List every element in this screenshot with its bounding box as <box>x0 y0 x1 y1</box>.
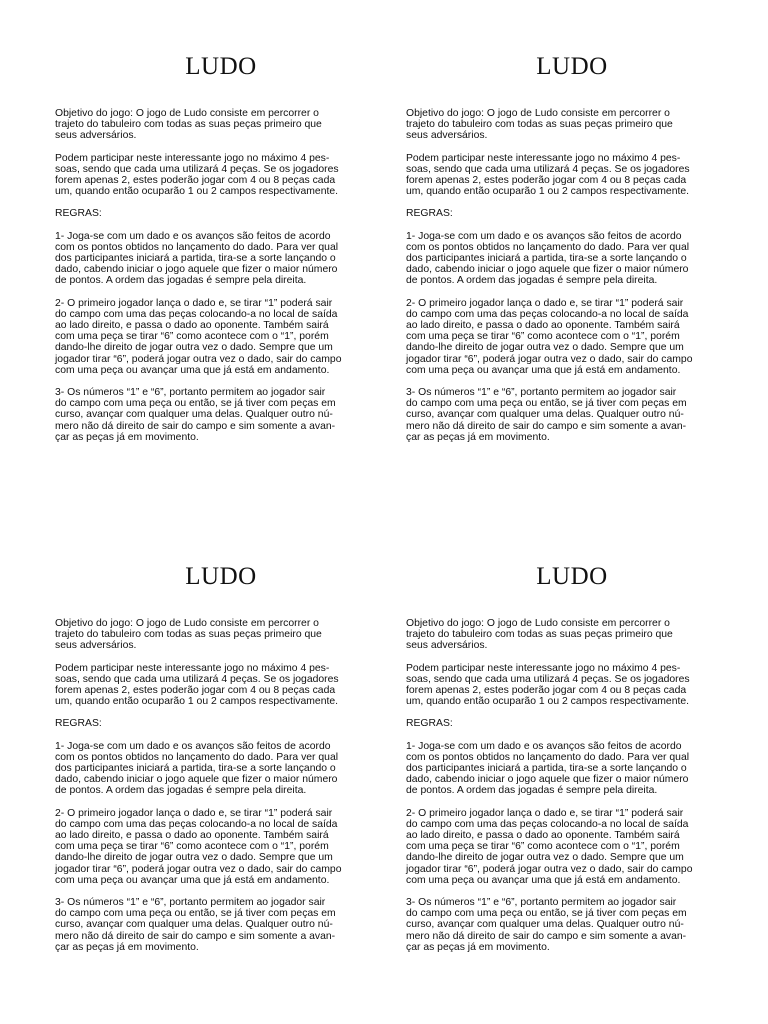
objective-paragraph: Objetivo do jogo: O jogo de Ludo consiste em percorrer o trajeto do tabuleiro com todas as suas peças primeiro que seus adversários. <box>406 108 673 142</box>
rules-heading: REGRAS: <box>55 208 102 220</box>
rule-2-paragraph: 2- O primeiro jogador lança o dado e, se tirar “1” poderá sair do campo com uma das peças colocando-a no local de saída ao lado direito, e passa o dado ao oponente. Também sairá com uma peça se tirar “6” como acontece com o “1”, porém dando-lhe direito de jogar outra vez o dado. Sempre que um jogador tirar “6”, poderá jogar outra vez o dado, sair do campo com uma peça ou avançar uma que já está em andamento. <box>55 807 342 886</box>
rule-1-paragraph: 1- Joga-se com um dado e os avanços são feitos de acordo com os pontos obtidos no lançamento do dado. Para ver qual dos participantes iniciará a partida, tira-se a sorte lançando o dado, cabendo iniciar o jogo aquele que fizer o maior número de pontos. A ordem das jogadas é sempre pela direita. <box>406 230 690 287</box>
rule-3-paragraph: 3- Os números “1” e “6”, portanto permitem ao jogador sair do campo com uma peça ou então, se já tiver com peças em curso, avançar com qualquer uma delas. Qualquer outro nú- mero não dá direito de sair do campo e sim somente a avan- çar as peças já em movimento. <box>406 387 687 443</box>
participants-paragraph: Podem participar neste interessante jogo no máximo 4 pes- soas, sendo que cada uma utilizará 4 peças. Se os jogadores forem apenas 2, estes poderão jogar com 4 ou 8 peças cada um, quando então ocuparão 1 ou 2 campos respectivamente. <box>55 662 339 708</box>
card-title: LUDO <box>536 53 608 80</box>
rule-2-paragraph: 2- O primeiro jogador lança o dado e, se tirar “1” poderá sair do campo com uma das peças colocando-a no local de saída ao lado direito, e passa o dado ao oponente. Também sairá com uma peça se tirar “6” como acontece com o “1”, porém dando-lhe direito de jogar outra vez o dado. Sempre que um jogador tirar “6”, poderá jogar outra vez o dado, sair do campo com uma peça ou avançar uma que já está em andamento. <box>55 297 342 376</box>
ludo-card-bottom-left <box>55 562 355 964</box>
rules-heading: REGRAS: <box>406 208 453 220</box>
participants-paragraph: Podem participar neste interessante jogo no máximo 4 pes- soas, sendo que cada uma utilizará 4 peças. Se os jogadores forem apenas 2, estes poderão jogar com 4 ou 8 peças cada um, quando então ocuparão 1 ou 2 campos respectivamente. <box>406 662 690 708</box>
rules-heading: REGRAS: <box>55 718 102 730</box>
rule-1-paragraph: 1- Joga-se com um dado e os avanços são feitos de acordo com os pontos obtidos no lançamento do dado. Para ver qual dos participantes iniciará a partida, tira-se a sorte lançando o dado, cabendo iniciar o jogo aquele que fizer o maior número de pontos. A ordem das jogadas é sempre pela direita. <box>406 740 690 797</box>
rule-2-paragraph: 2- O primeiro jogador lança o dado e, se tirar “1” poderá sair do campo com uma das peças colocando-a no local de saída ao lado direito, e passa o dado ao oponente. Também sairá com uma peça se tirar “6” como acontece com o “1”, porém dando-lhe direito de jogar outra vez o dado. Sempre que um jogador tirar “6”, poderá jogar outra vez o dado, sair do campo com uma peça ou avançar uma que já está em andamento. <box>406 297 693 376</box>
card-title: LUDO <box>536 563 608 590</box>
ludo-card-top-left <box>55 52 355 454</box>
objective-paragraph: Objetivo do jogo: O jogo de Ludo consiste em percorrer o trajeto do tabuleiro com todas as suas peças primeiro que seus adversários. <box>55 108 322 142</box>
rule-2-paragraph: 2- O primeiro jogador lança o dado e, se tirar “1” poderá sair do campo com uma das peças colocando-a no local de saída ao lado direito, e passa o dado ao oponente. Também sairá com uma peça se tirar “6” como acontece com o “1”, porém dando-lhe direito de jogar outra vez o dado. Sempre que um jogador tirar “6”, poderá jogar outra vez o dado, sair do campo com uma peça ou avançar uma que já está em andamento. <box>406 807 693 886</box>
rules-heading: REGRAS: <box>406 718 453 730</box>
rule-3-paragraph: 3- Os números “1” e “6”, portanto permitem ao jogador sair do campo com uma peça ou então, se já tiver com peças em curso, avançar com qualquer uma delas. Qualquer outro nú- mero não dá direito de sair do campo e sim somente a avan- çar as peças já em movimento. <box>55 897 336 953</box>
rule-3-paragraph: 3- Os números “1” e “6”, portanto permitem ao jogador sair do campo com uma peça ou então, se já tiver com peças em curso, avançar com qualquer uma delas. Qualquer outro nú- mero não dá direito de sair do campo e sim somente a avan- çar as peças já em movimento. <box>55 387 336 443</box>
objective-paragraph: Objetivo do jogo: O jogo de Ludo consiste em percorrer o trajeto do tabuleiro com todas as suas peças primeiro que seus adversários. <box>55 618 322 652</box>
card-title: LUDO <box>185 53 257 80</box>
rule-1-paragraph: 1- Joga-se com um dado e os avanços são feitos de acordo com os pontos obtidos no lançamento do dado. Para ver qual dos participantes iniciará a partida, tira-se a sorte lançando o dado, cabendo iniciar o jogo aquele que fizer o maior número de pontos. A ordem das jogadas é sempre pela direita. <box>55 740 339 797</box>
card-title: LUDO <box>185 563 257 590</box>
participants-paragraph: Podem participar neste interessante jogo no máximo 4 pes- soas, sendo que cada uma utilizará 4 peças. Se os jogadores forem apenas 2, estes poderão jogar com 4 ou 8 peças cada um, quando então ocuparão 1 ou 2 campos respectivamente. <box>406 152 690 198</box>
rule-3-paragraph: 3- Os números “1” e “6”, portanto permitem ao jogador sair do campo com uma peça ou então, se já tiver com peças em curso, avançar com qualquer uma delas. Qualquer outro nú- mero não dá direito de sair do campo e sim somente a avan- çar as peças já em movimento. <box>406 897 687 953</box>
participants-paragraph: Podem participar neste interessante jogo no máximo 4 pes- soas, sendo que cada uma utilizará 4 peças. Se os jogadores forem apenas 2, estes poderão jogar com 4 ou 8 peças cada um, quando então ocuparão 1 ou 2 campos respectivamente. <box>55 152 339 198</box>
ludo-card-top-right <box>406 52 706 454</box>
objective-paragraph: Objetivo do jogo: O jogo de Ludo consiste em percorrer o trajeto do tabuleiro com todas as suas peças primeiro que seus adversários. <box>406 618 673 652</box>
ludo-card-bottom-right <box>406 562 706 964</box>
rule-1-paragraph: 1- Joga-se com um dado e os avanços são feitos de acordo com os pontos obtidos no lançamento do dado. Para ver qual dos participantes iniciará a partida, tira-se a sorte lançando o dado, cabendo iniciar o jogo aquele que fizer o maior número de pontos. A ordem das jogadas é sempre pela direita. <box>55 230 339 287</box>
